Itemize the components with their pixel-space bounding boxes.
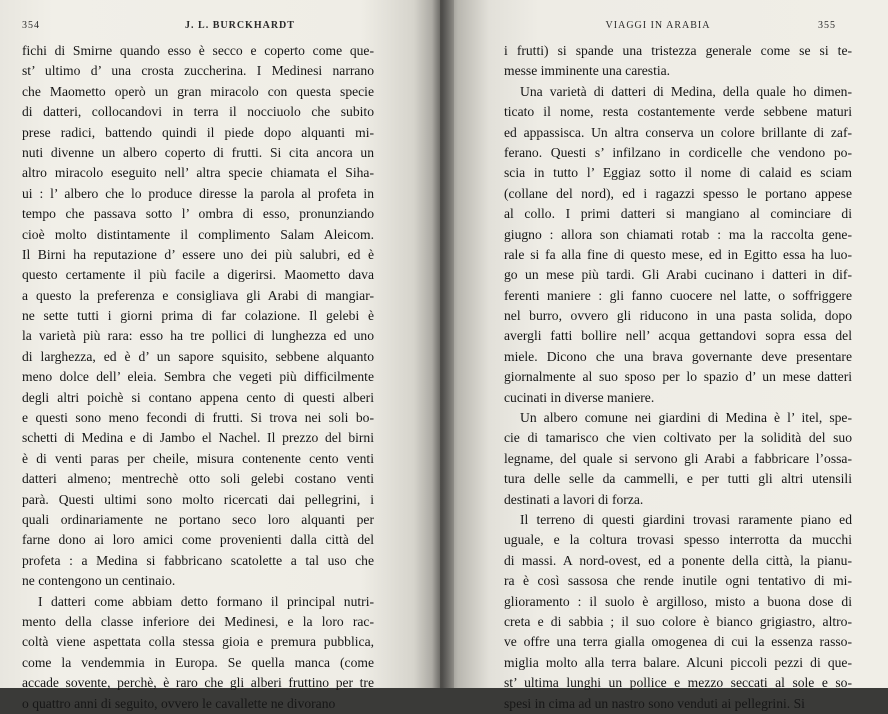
text-line: come la vendemmia in Europa. Se quella manca (come — [22, 654, 374, 670]
text-line: schetti di Medina e di Jambo el Nachel. Il prezzo del birni — [22, 430, 374, 446]
text-line: nel burro, ovvero gli riducono in una pasta solida, dopo — [504, 308, 852, 324]
text-line: accade sovente, perchè, è raro che gli alberi fruttino per tre — [22, 675, 374, 691]
text-line: altro miracolo eseguito nell’ altra specie chiamata el Siha- — [22, 165, 374, 181]
text-line: profeta : a Medina si fabbricano scatolette a tal uso che — [22, 552, 374, 568]
text-line: ferenti maniere : gli fanno cuocere nel latte, o soffriggere — [504, 287, 852, 303]
text-line: giugno : allora son chiamati rotab : ma la raccolta gene- — [504, 226, 852, 242]
text-line: è di venti paras per cheile, misura contenente cento venti — [22, 450, 374, 466]
text-line: ne sette tutti i giorni prima di far colazione. Il gelebi è — [22, 308, 374, 324]
text-line: meno dolce dell’ eleia. Sembra che vegeti più difficilmente — [22, 369, 374, 385]
text-line: Il terreno di questi giardini trovasi raramente piano ed — [520, 511, 852, 527]
page-body — [22, 41, 374, 714]
page-number: 354 — [22, 20, 40, 31]
text-line: ticato il nome, resta costantemente verde sebbene maturi — [504, 104, 852, 120]
text-line: farne dono ai loro amici come provenienti dalla città del — [22, 532, 374, 548]
text-line: cioè molto distintamente il complimento Salam Aleicom. — [22, 226, 374, 242]
text-line: di datteri, collocandovi in terra il nocciuolo che subito — [22, 104, 374, 120]
text-line: fichi di Smirne quando esso è secco e coperto come que- — [22, 43, 374, 58]
text-line: mento della classe inferiore dei Medinesi, e la loro rac- — [22, 613, 374, 629]
text-line: avergli fatti bollire nell’ acqua gettandovi sopra essa del — [504, 328, 852, 344]
text-line: prese radici, battendo quindi il piede dopo alquanti mi- — [22, 124, 374, 140]
text-line: ferano. Questi s’ infilzano in cordicelle che vendono po- — [504, 144, 852, 160]
text-line: quali ordinariamente ne portano seco loro alquanti per — [22, 511, 374, 527]
text-line: tura delle selle da cammelli, e per tutti gli altri utensili — [504, 471, 852, 487]
right-page — [440, 0, 888, 711]
text-line: parà. Questi ultimi sono molto ricercati dai pellegrini, i — [22, 491, 374, 507]
text-line: uguale, e la coltura trovasi spesso interrotta da mucchi — [504, 532, 852, 548]
text-line: messe imminente una carestia. — [504, 63, 671, 79]
text-line: di massi. A nord-ovest, ed a ponente della città, la pianu- — [504, 552, 852, 568]
page-body — [504, 41, 852, 714]
running-title: J. L. BURCKHARDT — [185, 20, 295, 31]
text-line: scia in tutto l’ Eggiaz sotto il nome di calaid es sciam — [504, 165, 852, 181]
text-line: I datteri come abbiam detto formano il principal nutri- — [38, 593, 374, 609]
text-line: spesi in cima ad un nastro sono venduti ai pellegrini. Si — [504, 695, 805, 711]
text-line: ra è così sassosa che rende inutile ogni tentativo di mi- — [504, 573, 852, 589]
text-line: di larghezza, ed è d’ un sapore squisito, sebbene alquanto — [22, 348, 374, 364]
text-line: la varietà più rara: esso ha tre pollici di lunghezza ed uno — [22, 328, 374, 344]
text-line: st’ ultima lunghi un pollice e mezzo seccati al sole e so- — [504, 675, 852, 691]
text-line: ui : l’ albero che lo produce diresse la parola al profeta in — [22, 185, 374, 201]
text-line: ed appassisca. Un altra conserva un colore brillante di zaf- — [504, 124, 852, 140]
text-line: (collane del nord), ed i ragazzi spesso le portano appese — [504, 185, 852, 201]
text-line: nuti divenne un albero coperto di frutti. Si cita ancora un — [22, 144, 374, 160]
text-line: legname, del quale si servono gli Arabi a fabbricare l’ossa- — [504, 450, 852, 466]
text-line: go un mese più tardi. Gli Arabi cucinano i datteri in dif- — [504, 267, 852, 283]
text-line: a questo la preferenza e consigliava gli Arabi di mangiar- — [22, 287, 374, 303]
text-line: miglia molto alla terra balare. Alcuni piccoli pezzi di que- — [504, 654, 852, 670]
text-line: ne contengono un centinaio. — [22, 573, 176, 589]
text-line: o quattro anni di seguito, ovvero le cavallette ne divorano — [22, 695, 336, 711]
book-gutter — [432, 0, 454, 688]
text-line: tempo che passava sotto l’ ombra di esso, pronunziando — [22, 206, 374, 222]
text-line: giornalmente al suo sposo per lo spazio d’ un mese datteri — [504, 369, 852, 385]
text-line: glioramento : il suolo è argilloso, misto a buona dose di — [504, 593, 852, 609]
left-page — [0, 0, 440, 711]
text-line: i frutti) si spande una tristezza generale come se si te- — [504, 43, 852, 58]
text-line: miele. Dicono che una brava governante deve presentare — [504, 348, 852, 364]
text-line: degli altri poichè si contano appena cento di questi alberi — [22, 389, 374, 405]
text-line: Una varietà di datteri di Medina, della quale ho dimen- — [520, 83, 852, 99]
text-line: cucinati in diverse maniere. — [504, 389, 655, 405]
text-line: rale si fa alla fine di questo mese, ed in Egitto essa ha luo- — [504, 246, 852, 262]
text-line: coltà viene aspettata colla stessa gioia e premura pubblica, — [22, 634, 374, 650]
running-title: VIAGGI IN ARABIA — [605, 20, 711, 31]
text-line: Il Birni ha reputazione d’ essere uno dei più salubri, ed è — [22, 246, 374, 262]
text-line: e questi sono meno fecondi di frutti. Si trova nei soli bo- — [22, 410, 374, 426]
text-line: questo certamente il più facile a digerirsi. Maometto dava — [22, 267, 374, 283]
text-line: datteri almeno; mentrechè otto soli gelebi costano venti — [22, 471, 374, 487]
text-line: cie di tamarisco che vien coltivato per la solidità del suo — [504, 430, 852, 446]
text-line: al collo. I primi datteri si mangiano al cominciare di — [504, 206, 852, 222]
page-number: 355 — [818, 20, 836, 31]
text-line: ve offre una terra gialla omogenea di cui la essenza rasso- — [504, 634, 852, 650]
text-line: che Maometto operò un gran miracolo con questa specie — [22, 83, 374, 99]
text-line: destinati a lavori di forza. — [504, 491, 644, 507]
text-line: creta e di sabbia ; il suo colore è bianco grigiastro, altro- — [504, 613, 852, 629]
text-line: Un albero comune nei giardini di Medina è l’ itel, spe- — [520, 410, 852, 426]
text-line: st’ ultimo d’ una crosta zuccherina. I Medinesi narrano — [22, 63, 374, 79]
